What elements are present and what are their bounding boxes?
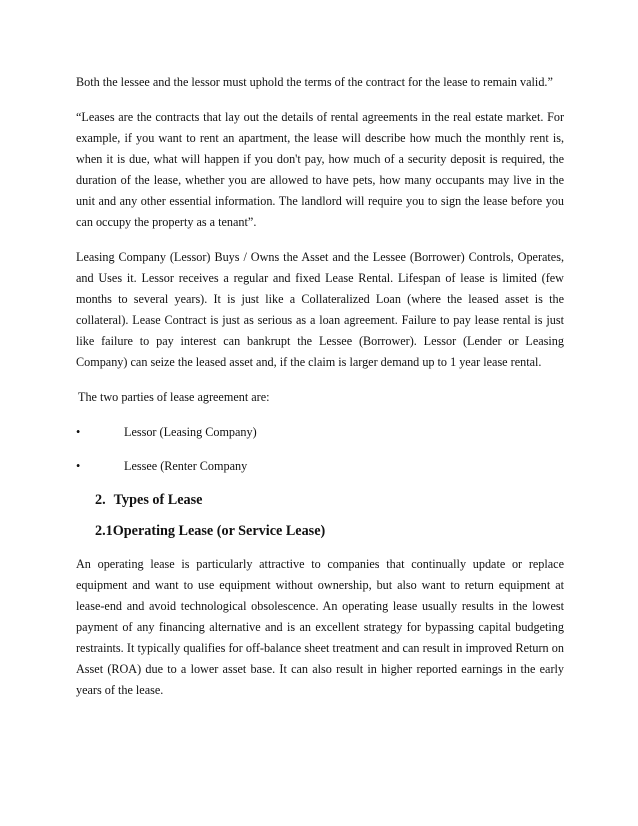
bullet-icon: •: [76, 425, 81, 439]
parties-list: [76, 422, 564, 477]
list-item-text: Lessor (Leasing Company): [124, 425, 257, 439]
section-title: Types of Lease: [113, 492, 203, 508]
paragraph-operating-lease: An operating lease is particularly attractive to companies that continually update or replace equipment and want to use equipment without ownership, but also want to return equipment at lease-end and avoid technological obsolescence. An operating lease usually results in the lowest payment of any financing alternative and is an excellent strategy for bypassing capital budgeting restraints. It typically qualifies for off-balance sheet treatment and can result in improved Return on Asset (ROA) due to a lower asset base. It can also result in higher reported earnings in the early years of the lease.: [76, 557, 564, 697]
page-content: [76, 72, 564, 715]
subsection-heading-operating-lease: [95, 521, 564, 542]
section-number: 2.: [95, 492, 106, 508]
bullet-icon: •: [76, 459, 81, 473]
subsection-number: 2.1: [95, 523, 113, 539]
list-item-text: Lessee (Renter Company: [124, 459, 248, 473]
paragraph-leasing-company: Leasing Company (Lessor) Buys / Owns the Asset and the Lessee (Borrower) Controls, Operates, and Uses it. Lessor receives a regular and fixed Lease Rental. Lifespan of lease is limited (few months to several years). It is just like a Collateralized Loan (where the leased asset is the collateral). Lease Contract is just as serious as a loan agreement. Failure to pay lease rental is just like failure to pay interest can bankrupt the Lessee (Borrower). Lessor (Lender or Leasing Company) can seize the leased asset and, if the claim is larger demand up to 1 year lease rental.: [76, 250, 564, 369]
list-item: [76, 456, 564, 477]
paragraph-two-parties-intro: The two parties of lease agreement are:: [78, 390, 270, 404]
section-heading-types-of-lease: [95, 490, 564, 511]
paragraph-lease-definition: “Leases are the contracts that lay out the details of rental agreements in the real estate market. For example, if you want to rent an apartment, the lease will describe how much the monthly rent is, when it is due, what will happen if you don't pay, how much of a security deposit is required, the duration of the lease, whether you are allowed to have pets, how many occupants may live in the unit and any other essential information. The landlord will require you to sign the lease before you can occupy the property as a tenant”.: [76, 110, 564, 229]
section-headings: [76, 490, 564, 542]
paragraph-contract-validity: Both the lessee and the lessor must uphold the terms of the contract for the lease to remain valid.”: [76, 75, 553, 89]
list-item: [76, 422, 564, 443]
subsection-title: Operating Lease (or Service Lease): [112, 523, 326, 539]
